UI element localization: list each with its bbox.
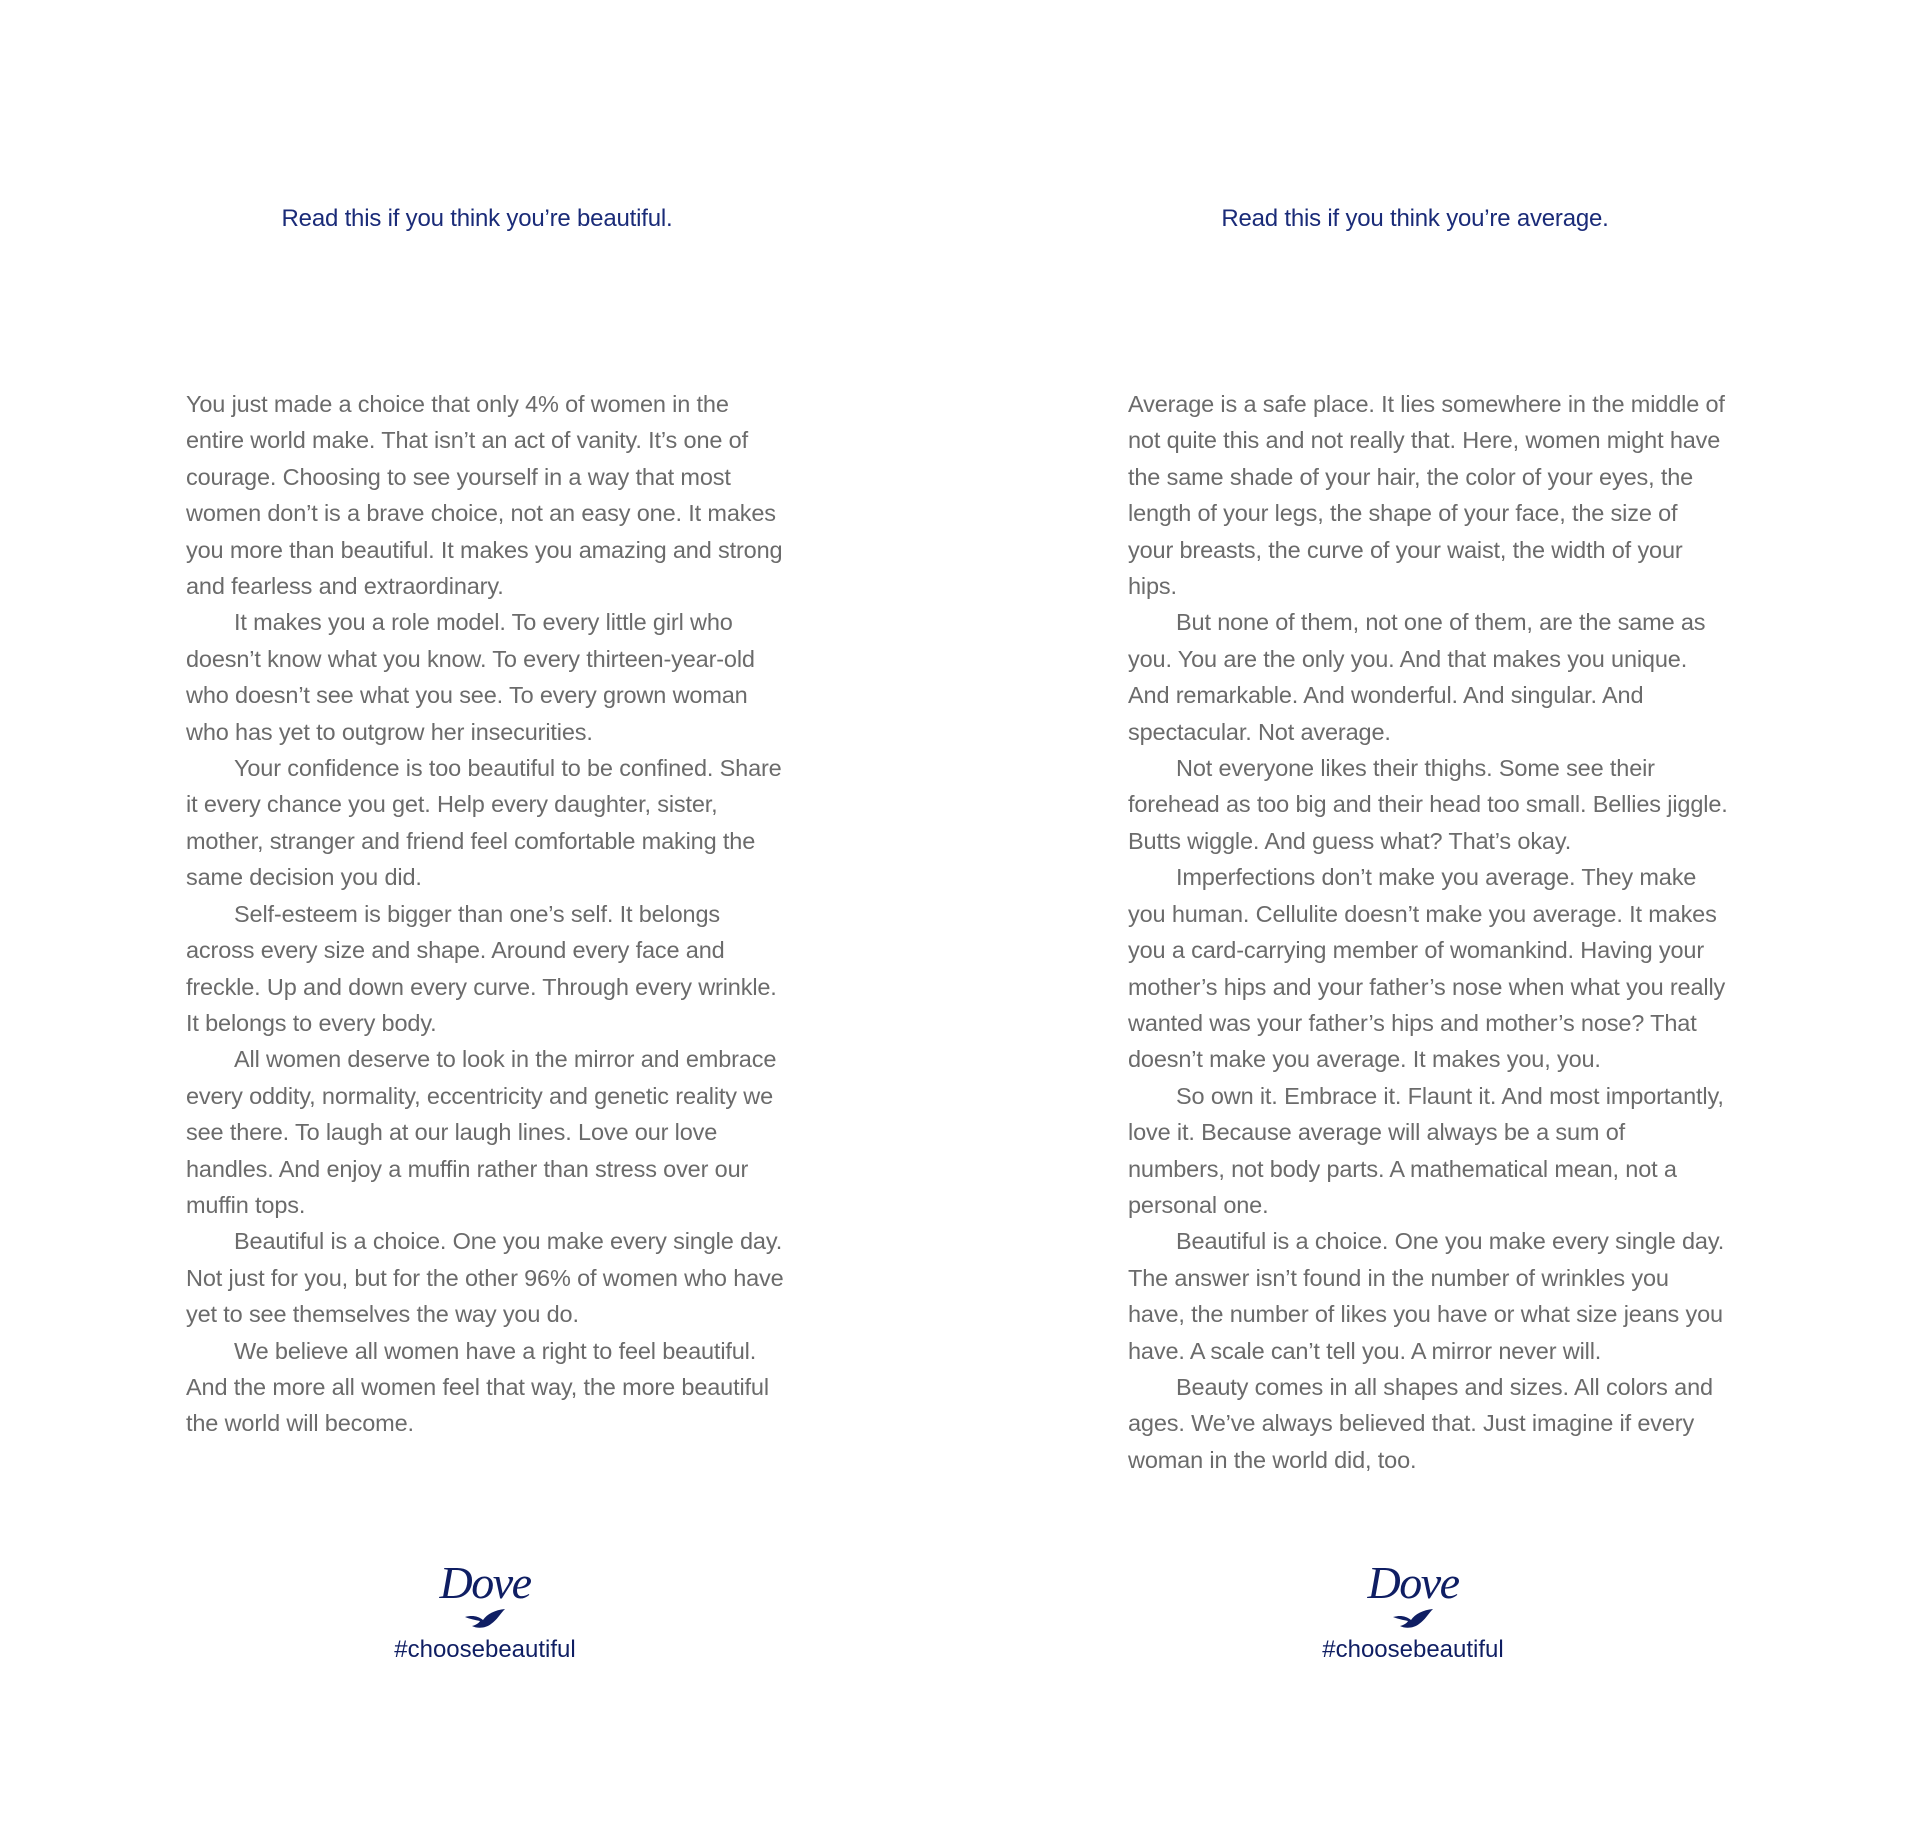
body-copy xyxy=(1128,386,1728,1478)
paragraph: Average is a safe place. It lies somewhere in the middle of not quite this and not really that. Here, women might have the same shade of your hair, the color of your eyes, the length of your legs, the shape of your face, the size of your breasts, the curve of your waist, the width of your hips. xyxy=(1128,391,1725,600)
ad-page-average xyxy=(960,0,1920,1825)
headline: Read this if you think you’re average. xyxy=(1221,205,1609,232)
paragraph: But none of them, not one of them, are the same as you. You are the only you. And that makes you unique. And remarkable. And wonderful. And singular. And spectacular. Not average. xyxy=(1128,609,1706,745)
paragraph: Your confidence is too beautiful to be confined. Share it every chance you get. Help every daughter, sister, mother, stranger and friend feel comfortable making the same decision you did. xyxy=(186,755,782,891)
paragraph: Imperfections don’t make you average. They make you human. Cellulite doesn’t make you average. It makes you a card-carrying member of womankind. Having your mother’s hips and your father’s nose when what you really wanted was your father’s hips and mother’s nose? That doesn’t make you average. It makes you, you. xyxy=(1128,864,1726,1073)
paragraph: You just made a choice that only 4% of women in the entire world make. That isn’t an act of vanity. It’s one of courage. Choosing to see yourself in a way that most women don’t is a brave choice, not an easy one. It makes you more than beautiful. It makes you amazing and strong and fearless and extraordinary. xyxy=(186,391,783,600)
dove-bird-icon xyxy=(464,1608,506,1630)
paragraph: Beautiful is a choice. One you make every single day. Not just for you, but for the other 96% of women who have yet to see themselves the way you do. xyxy=(186,1228,784,1328)
logo-wordmark: Dove xyxy=(439,1557,531,1608)
hashtag: #choosebeautiful xyxy=(1322,1636,1504,1663)
paragraph: Beautiful is a choice. One you make every single day. The answer isn’t found in the number of wrinkles you have, the number of likes you have or what size jeans you have. A scale can’t tell you. A mirror never will. xyxy=(1128,1228,1725,1364)
paragraph: We believe all women have a right to feel beautiful. And the more all women feel that way, the more beautiful the world will become. xyxy=(186,1337,769,1437)
hashtag: #choosebeautiful xyxy=(394,1636,576,1663)
headline: Read this if you think you’re beautiful. xyxy=(281,205,673,232)
dove-bird-icon xyxy=(1392,1608,1434,1630)
dove-logo xyxy=(1263,1557,1563,1664)
paragraph: So own it. Embrace it. Flaunt it. And most importantly, love it. Because average will always be a sum of numbers, not body parts. A mathematical mean, not a personal one. xyxy=(1128,1082,1724,1218)
paragraph: Not everyone likes their thighs. Some see their forehead as too big and their head too small. Bellies jiggle. Butts wiggle. And guess what? That’s okay. xyxy=(1128,755,1728,854)
logo-wordmark: Dove xyxy=(1367,1557,1459,1608)
paragraph: Beauty comes in all shapes and sizes. All colors and ages. We’ve always believed that. Just imagine if every woman in the world did, too. xyxy=(1128,1373,1713,1473)
dove-logo xyxy=(335,1557,635,1664)
paragraph: All women deserve to look in the mirror and embrace every oddity, normality, eccentricity and genetic reality we see there. To laugh at our laugh lines. Love our love handles. And enjoy a muffin rather than stress over our muffin tops. xyxy=(186,1046,777,1218)
paragraph: It makes you a role model. To every little girl who doesn’t know what you know. To every thirteen-year-old who doesn’t see what you see. To every grown woman who has yet to outgrow her insecurities. xyxy=(186,609,755,745)
body-copy xyxy=(186,386,786,1442)
paragraph: Self-esteem is bigger than one’s self. It belongs across every size and shape. Around every face and freckle. Up and down every curve. Through every wrinkle. It belongs to every body. xyxy=(186,900,777,1036)
